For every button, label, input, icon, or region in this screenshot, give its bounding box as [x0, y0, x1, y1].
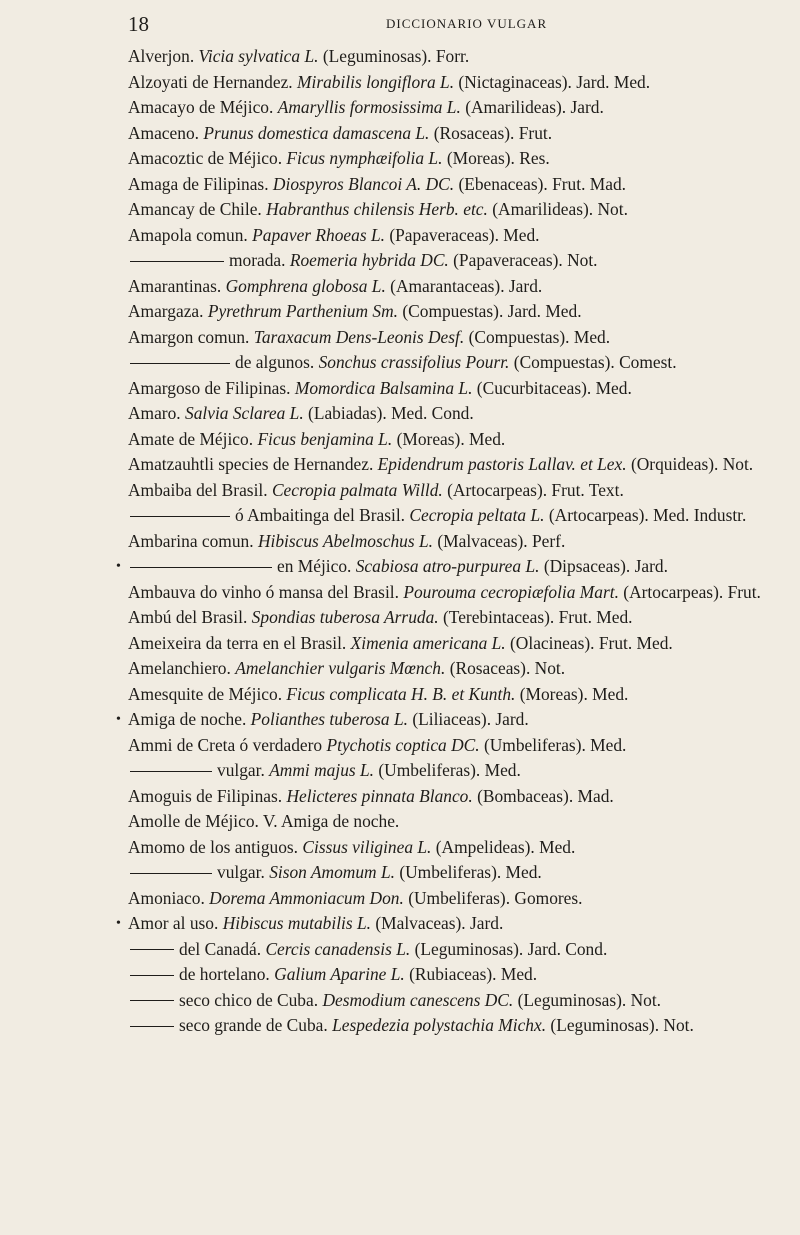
ditto-dash	[130, 516, 230, 517]
dictionary-entry	[128, 248, 768, 274]
family-and-uses: (Ebenaceas). Frut. Mad.	[458, 173, 627, 194]
family-and-uses: (Nictaginaceas). Jard. Med.	[458, 71, 651, 92]
dictionary-entry	[128, 325, 768, 351]
common-name: Amancay de Chile.	[128, 199, 262, 219]
scientific-name: Mirabilis longiflora L.	[297, 71, 455, 92]
dictionary-entry	[128, 733, 768, 759]
dictionary-entry	[128, 452, 768, 478]
dictionary-entry	[128, 121, 768, 147]
dictionary-entry	[128, 784, 768, 810]
family-and-uses: (Moreas). Res.	[446, 148, 550, 168]
common-name: Amacoztic de Méjico.	[128, 148, 283, 168]
common-name: Amarantinas.	[128, 275, 222, 296]
entry-list	[116, 44, 768, 1039]
scientific-name: Hibiscus mutabilis L.	[222, 913, 372, 933]
family-and-uses: (Olacineas). Frut. Med.	[510, 632, 673, 653]
common-name: Amargon comun.	[128, 326, 250, 347]
dictionary-entry	[128, 656, 768, 682]
scientific-name: Diospyros Blancoi A. DC.	[272, 173, 455, 194]
dictionary-entry	[128, 70, 768, 96]
scientific-name: Cecropia palmata Willd.	[271, 479, 443, 500]
scientific-name: Ficus nymphæifolia L.	[286, 148, 443, 168]
common-name: vulgar.	[217, 760, 265, 780]
margin-mark: •	[116, 559, 121, 574]
scientific-name: Pyrethrum Parthenium Sm.	[207, 301, 398, 321]
dictionary-entry	[128, 350, 768, 376]
dictionary-entry	[128, 503, 768, 529]
dictionary-entry	[128, 478, 768, 504]
dictionary-entry	[128, 197, 768, 223]
dictionary-entry	[128, 95, 768, 121]
family-and-uses: (Artocarpeas). Med. Industr.	[548, 505, 747, 525]
scientific-name: Cercis canadensis L.	[265, 938, 411, 959]
scientific-name: Amaryllis formosissima L.	[277, 97, 461, 117]
scientific-name: Scabiosa atro-purpurea L.	[355, 556, 540, 576]
ditto-dash	[130, 949, 174, 950]
common-name: Amor al uso.	[128, 913, 219, 933]
common-name: Amate de Méjico.	[128, 428, 254, 449]
dictionary-entry	[128, 835, 768, 861]
scientific-name: Ficus complicata H. B. et Kunth.	[286, 683, 516, 704]
common-name: Amesquite de Méjico.	[128, 683, 283, 704]
family-and-uses: (Compuestas). Comest.	[513, 352, 677, 372]
running-head: DICCIONARIO VULGAR	[386, 16, 548, 31]
common-name: Ambú del Brasil.	[128, 607, 248, 627]
family-and-uses: (Leguminosas). Jard. Cond.	[414, 938, 608, 959]
family-and-uses: (Moreas). Med.	[519, 683, 629, 704]
common-name: Ameixeira da terra en el Brasil.	[128, 632, 347, 653]
common-name: Amaga de Filipinas.	[128, 173, 269, 194]
common-name: Alverjon.	[128, 46, 195, 66]
family-and-uses: (Bombaceas). Mad.	[477, 785, 614, 806]
dictionary-entry	[128, 401, 768, 427]
scientific-name: Habranthus chilensis Herb. etc.	[266, 199, 488, 219]
common-name: Amoguis de Filipinas.	[128, 785, 283, 806]
family-and-uses: (Artocarpeas). Frut. Text.	[447, 479, 624, 500]
family-and-uses: (Labiadas). Med. Cond.	[308, 403, 474, 423]
scientific-name: Lespedezia polystachia Michx.	[332, 1015, 547, 1035]
ditto-dash	[130, 771, 212, 772]
dictionary-entry	[116, 554, 768, 580]
scientific-name: Cecropia peltata L.	[409, 505, 545, 525]
dictionary-entry	[128, 860, 768, 886]
family-and-uses: (Rubiaceas). Med.	[409, 964, 538, 984]
scientific-name: Ximenia americana L.	[350, 632, 506, 653]
dictionary-entry	[128, 299, 768, 325]
dictionary-entry	[128, 988, 768, 1014]
dictionary-entry	[128, 682, 768, 708]
family-and-uses: (Terebintaceas). Frut. Med.	[443, 607, 633, 627]
common-name: Amelanchiero.	[128, 658, 231, 678]
scientific-name: Pourouma cecropiæfolia Mart.	[403, 581, 619, 602]
dictionary-entry	[128, 886, 768, 912]
common-name: Amiga de noche.	[128, 709, 247, 729]
dictionary-entry	[128, 44, 768, 70]
scientific-name: Ficus benjamina L.	[257, 428, 393, 449]
family-and-uses: (Liliaceas). Jard.	[412, 709, 529, 729]
scientific-name: Spondias tuberosa Arruda.	[251, 607, 439, 627]
family-and-uses: (Amarantaceas). Jard.	[390, 275, 543, 296]
family-and-uses: (Rosaceas). Frut.	[433, 122, 553, 143]
scientific-name: Amelanchier vulgaris Mœnch.	[235, 658, 446, 678]
family-and-uses: (Cucurbitaceas). Med.	[476, 377, 632, 398]
margin-mark: •	[116, 916, 121, 931]
scientific-name: Hibiscus Abelmoschus L.	[257, 530, 433, 551]
common-name: de hortelano.	[179, 964, 270, 984]
dictionary-entry	[128, 529, 768, 555]
family-and-uses: (Leguminosas). Not.	[550, 1015, 694, 1035]
scientific-name: Sison Amomum L.	[269, 862, 395, 882]
scientific-name: Prunus domestica damascena L.	[203, 122, 430, 143]
family-and-uses: (Leguminosas). Not.	[517, 989, 662, 1010]
dictionary-entry	[116, 911, 768, 937]
scientific-name: Ptychotis coptica DC.	[326, 734, 480, 755]
scientific-name: Gomphrena globosa L.	[225, 275, 386, 296]
dictionary-entry	[128, 146, 768, 172]
family-and-uses: (Artocarpeas). Frut.	[623, 581, 761, 602]
scientific-name: Cissus viliginea L.	[302, 836, 432, 857]
family-and-uses: (Leguminosas). Forr.	[322, 46, 470, 66]
dictionary-entry	[128, 1013, 768, 1039]
scientific-name: Vicia sylvatica L.	[198, 46, 319, 66]
family-and-uses: (Papaveraceas). Not.	[453, 250, 598, 270]
common-name: ó Ambaitinga del Brasil.	[235, 505, 406, 525]
common-name: Amaceno.	[128, 122, 199, 143]
common-name: Amargaza.	[128, 301, 204, 321]
family-and-uses: (Moreas). Med.	[396, 428, 506, 449]
scientific-name: Papaver Rhoeas L.	[252, 224, 385, 245]
family-and-uses: (Umbeliferas). Med.	[483, 734, 627, 755]
common-name: Amacayo de Méjico.	[128, 97, 274, 117]
scientific-name: Ammi majus L.	[269, 760, 375, 780]
scientific-name: Dorema Ammoniacum Don.	[209, 887, 404, 908]
ditto-dash	[130, 1026, 174, 1027]
scientific-name: Helicteres pinnata Blanco.	[286, 785, 473, 806]
dictionary-entry	[128, 427, 768, 453]
common-name: Amoniaco.	[128, 887, 205, 908]
common-name: Ambaiba del Brasil.	[128, 479, 268, 500]
common-name: Amatzauhtli species de Hernandez.	[128, 454, 374, 474]
ditto-dash	[130, 1000, 174, 1001]
scientific-name: Salvia Sclarea L.	[185, 403, 304, 423]
common-name: Amomo de los antiguos.	[128, 836, 299, 857]
common-name: Ambarina comun.	[128, 530, 254, 551]
common-name: en Méjico.	[277, 556, 352, 576]
dictionary-entry	[128, 631, 768, 657]
family-and-uses: (Umbeliferas). Med.	[378, 760, 521, 780]
dictionary-entry	[128, 758, 768, 784]
common-name: Amargoso de Filipinas.	[128, 377, 291, 398]
common-name: del Canadá.	[179, 938, 262, 959]
scientific-name: Epidendrum pastoris Lallav. et Lex.	[377, 454, 627, 474]
page-number: 18	[128, 12, 149, 36]
family-and-uses: (Umbeliferas). Gomores.	[408, 887, 583, 908]
dictionary-entry	[128, 937, 768, 963]
ditto-dash	[130, 975, 174, 976]
common-name: vulgar.	[217, 862, 265, 882]
family-and-uses: (Dipsaceas). Jard.	[543, 556, 668, 576]
family-and-uses: (Umbeliferas). Med.	[399, 862, 542, 882]
dictionary-entry	[116, 707, 768, 733]
scientific-name: Desmodium canescens DC.	[322, 989, 514, 1010]
family-and-uses: (Compuestas). Med.	[468, 326, 611, 347]
family-and-uses: (Malvaceas). Perf.	[437, 530, 566, 551]
margin-mark: •	[116, 712, 121, 727]
dictionary-entry	[128, 223, 768, 249]
family-and-uses: (Amarilideas). Jard.	[465, 97, 604, 117]
ditto-dash	[130, 363, 230, 364]
dictionary-entry	[128, 172, 768, 198]
common-name: Alzoyati de Hernandez.	[128, 71, 293, 92]
dictionary-entry	[128, 580, 768, 606]
ditto-dash	[130, 567, 272, 568]
common-name: Ambauva do vinho ó mansa del Brasil.	[128, 581, 399, 602]
dictionary-entry	[128, 962, 768, 988]
ditto-dash	[130, 873, 212, 874]
dictionary-entry	[128, 605, 768, 631]
common-name: seco chico de Cuba.	[179, 989, 319, 1010]
page-header	[128, 12, 760, 42]
common-name: Ammi de Creta ó verdadero	[128, 734, 323, 755]
family-and-uses: (Orquideas). Not.	[630, 454, 754, 474]
dictionary-entry	[128, 274, 768, 300]
family-and-uses: (Malvaceas). Jard.	[375, 913, 504, 933]
ditto-dash	[130, 261, 224, 262]
family-and-uses: (Amarilideas). Not.	[492, 199, 628, 219]
scientific-name: Sonchus crassifolius Pourr.	[318, 352, 510, 372]
family-and-uses: (Ampelideas). Med.	[435, 836, 576, 857]
common-name: Amolle de Méjico. V. Amiga de noche.	[128, 811, 400, 831]
common-name: morada.	[229, 250, 286, 270]
dictionary-entry	[128, 376, 768, 402]
scientific-name: Taraxacum Dens-Leonis Desf.	[253, 326, 465, 347]
scientific-name: Polianthes tuberosa L.	[250, 709, 408, 729]
common-name: Amapola comun.	[128, 224, 248, 245]
family-and-uses: (Compuestas). Jard. Med.	[402, 301, 582, 321]
family-and-uses: (Papaveraceas). Med.	[389, 224, 540, 245]
common-name: seco grande de Cuba.	[179, 1015, 328, 1035]
dictionary-entry	[128, 809, 768, 835]
common-name: de algunos.	[235, 352, 315, 372]
scientific-name: Momordica Balsamina L.	[294, 377, 473, 398]
scientific-name: Roemeria hybrida DC.	[289, 250, 449, 270]
scientific-name: Galium Aparine L.	[274, 964, 405, 984]
family-and-uses: (Rosaceas). Not.	[449, 658, 566, 678]
common-name: Amaro.	[128, 403, 181, 423]
